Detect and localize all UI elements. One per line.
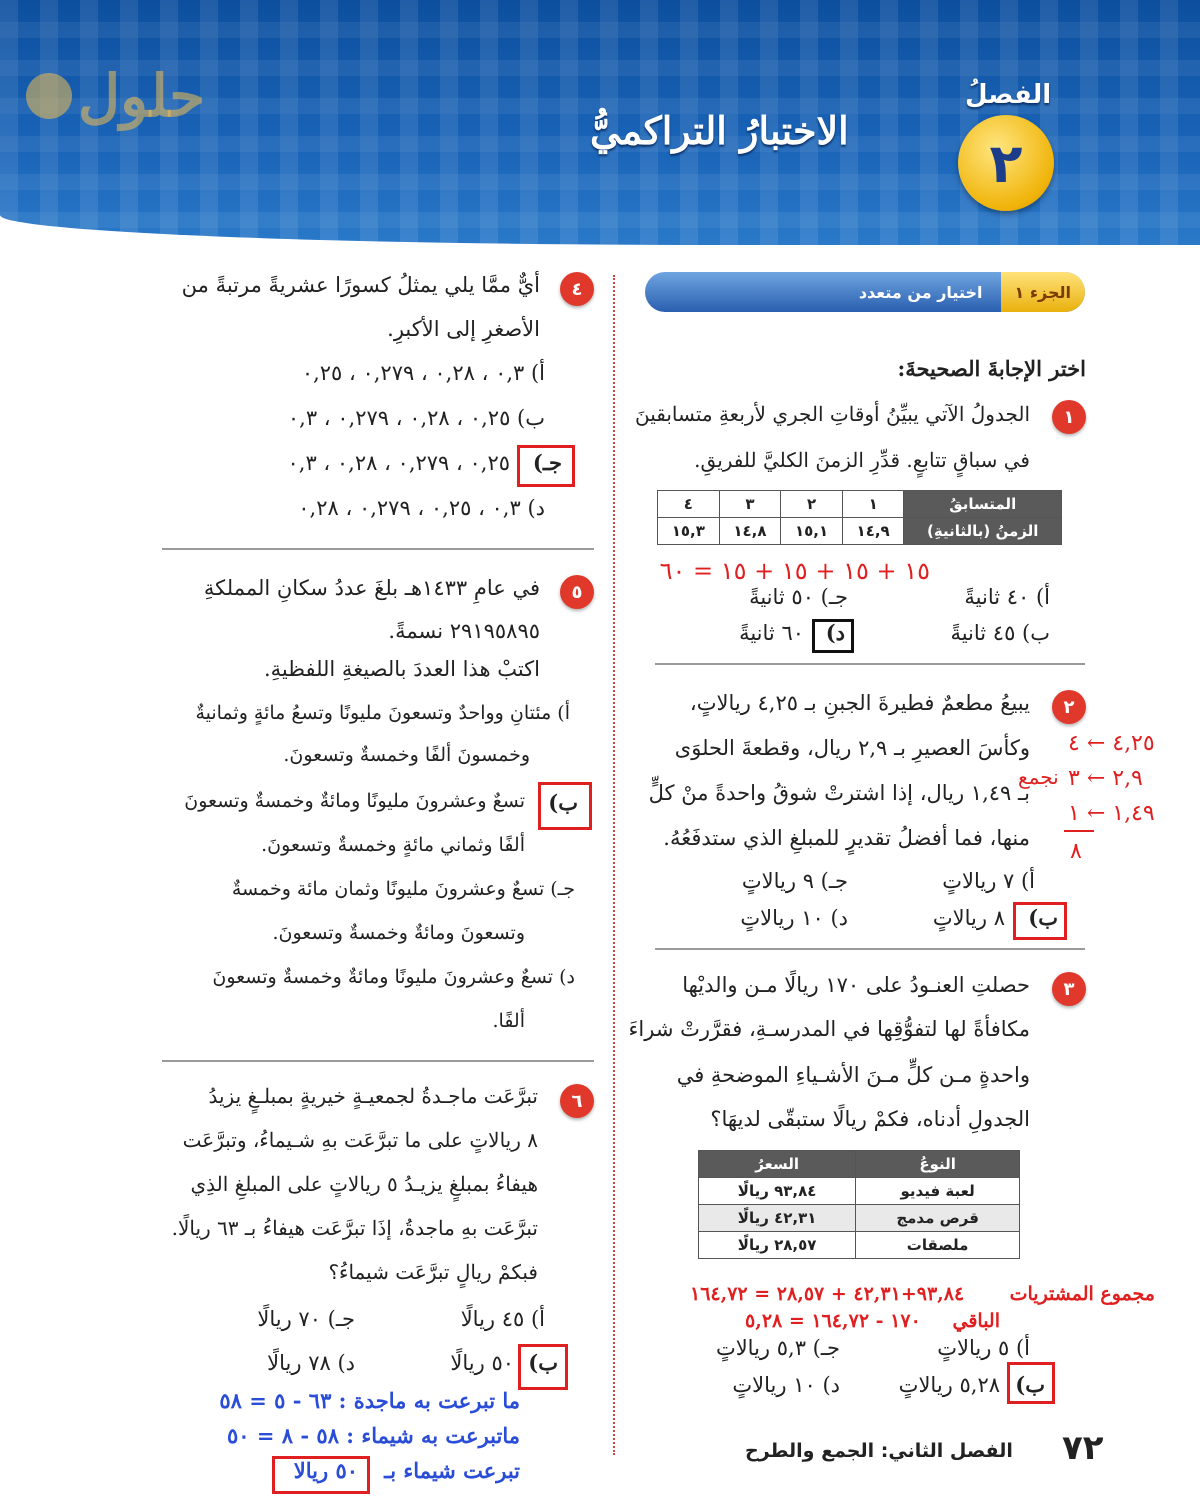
question-number-6: ٦: [560, 1084, 594, 1118]
q6-hw-line-2: ماتبرعت به شيماء : ٥٨ - ٨ = ٥٠: [227, 1423, 520, 1448]
q4-line-1: أيٌّ ممَّا يلي يمثلُ كسورًا عشريةً مرتبةً من: [181, 273, 540, 297]
question-number-3: ٣: [1052, 972, 1086, 1006]
q3-hw-sum-label: مجموع المشتريات: [1009, 1283, 1155, 1305]
q6-option-c[interactable]: جـ) ٧٠ ريالًا: [257, 1307, 355, 1331]
divider: [655, 948, 1085, 950]
watermark-icon: [26, 73, 72, 119]
instruction: اختر الإجابةَ الصحيحةَ:: [897, 356, 1086, 381]
q3-option-a[interactable]: أ) ٥ ريالاتٍ: [937, 1336, 1030, 1360]
q6-line-1: تبرَّعَت ماجـدةُ لجمعيـةٍ خيريةٍ بمبلـغٍ يزيدُ: [208, 1084, 538, 1108]
table-cell: ١٤,٨: [719, 518, 781, 545]
q6-hw-line-3-answer: ٥٠ ريالا: [293, 1458, 358, 1483]
q6-line-2: ٨ ريالاتٍ على ما تبرَّعَت بهِ شـيماءُ، وتبرَّعَت: [182, 1128, 538, 1152]
q3-option-c[interactable]: جـ) ٥,٣ ريالاتٍ: [715, 1336, 840, 1360]
table-cell: ١٥,١: [781, 518, 843, 545]
page-number: ٧٢: [1062, 1428, 1104, 1468]
table-cell: ملصقات: [856, 1232, 1020, 1259]
q5-option-c-line-1[interactable]: جـ) تسعٌ وعشرونَ مليونًا وثمان مائة وخمسةٌ: [231, 878, 575, 900]
q2-option-c[interactable]: جـ) ٩ ريالاتٍ: [741, 869, 848, 893]
table-header: المتسابقُ: [904, 491, 1062, 518]
chapter-number: ٢: [989, 131, 1023, 195]
q1-option-d-label[interactable]: د): [825, 620, 845, 645]
q4-option-c[interactable]: ٠,٢٥ ، ٠,٢٧٩ ، ٠,٢٨ ، ٠,٣: [287, 451, 510, 475]
q3-line-1: حصلتِ العنـودُ على ١٧٠ ريالًا مـن والديْها: [682, 973, 1030, 997]
q6-option-d[interactable]: د) ٧٨ ريالًا: [267, 1351, 355, 1375]
q4-option-a[interactable]: أ) ٠,٣ ، ٠,٢٨ ، ٠,٢٧٩ ، ٠,٢٥: [301, 361, 545, 385]
footer-chapter-title: الفصل الثاني: الجمع والطرح: [745, 1440, 1013, 1462]
q3-option-b[interactable]: ٥,٢٨ ريالاتٍ: [898, 1373, 1000, 1397]
purchases-table: [698, 1150, 1020, 1259]
runners-table: [657, 490, 1062, 545]
q6-option-b[interactable]: ٥٠ ريالًا: [450, 1351, 514, 1375]
divider: [162, 1060, 594, 1062]
q1-option-d[interactable]: ٦٠ ثانيةً: [739, 621, 804, 645]
chapter-number-badge: [958, 115, 1054, 211]
q2-line-1: يبيعُ مطعمٌ فطيرةَ الجبنِ بـ ٤,٢٥ ريالاتٍ،: [689, 691, 1030, 715]
divider: [162, 548, 594, 550]
q2-line-3: بـ ١,٤٩ ريال، إذا اشترتْ شوقُ واحدةً منْ كلٍّ: [648, 781, 1030, 805]
q2-hw-note: نجمع: [1018, 765, 1059, 789]
q4-line-2: الأصغرِ إلى الأكبرِ.: [387, 317, 540, 341]
part-label: اختيار من متعدد: [858, 282, 983, 302]
q2-hw-line: [1064, 830, 1094, 832]
q6-line-3: هيفاءُ بمبلغٍ يزيـدُ ٥ ريالاتٍ على المبلغِ الذِي: [190, 1172, 538, 1196]
q1-line-1: الجدولُ الآتي يبيِّنُ أوقاتِ الجري لأربعةِ متسابقينَ: [634, 402, 1030, 426]
part-bar: [645, 272, 1085, 312]
table-cell: ١٤,٩: [842, 518, 904, 545]
q2-hw-row2: ٢,٩ ← ٣: [1068, 766, 1143, 791]
table-header: السعرُ: [699, 1151, 856, 1178]
q5-option-a-line-1[interactable]: أ) مئتانِ وواحدٌ وتسعونَ مليونًا وتسعُ مائةٍ وثمانيةٌ: [195, 702, 570, 724]
q2-option-b[interactable]: ٨ ريالاتٍ: [932, 906, 1005, 930]
watermark-text: حلول: [78, 62, 206, 130]
q1-option-a[interactable]: أ) ٤٠ ثانيةً: [964, 585, 1050, 609]
q5-option-a-line-2[interactable]: وخمسونَ ألفًا وخمسةٌ وتسعونَ.: [283, 744, 530, 766]
q5-option-d-line-2[interactable]: ألفًا.: [492, 1010, 525, 1032]
table-cell: ٤: [658, 491, 720, 518]
q3-line-2: مكافأةً لها لتفوُّقِها في المدرسـةِ، فقرَّرتْ شراءَ: [628, 1017, 1030, 1041]
q6-option-b-label[interactable]: ب): [528, 1350, 558, 1375]
q4-option-b[interactable]: ب) ٠,٢٥ ، ٠,٢٨ ، ٠,٢٧٩ ، ٠,٣: [287, 406, 545, 430]
question-number-4: ٤: [560, 272, 594, 306]
q5-option-b-label[interactable]: ب): [548, 790, 578, 815]
q1-option-b[interactable]: ب) ٤٥ ثانيةً: [950, 621, 1050, 645]
q3-hw-sum: ٩٣,٨٤+٤٢,٣١ + ٢٨,٥٧ = ١٦٤,٧٢: [690, 1283, 965, 1305]
q2-option-a[interactable]: أ) ٧ ريالاتٍ: [942, 869, 1035, 893]
q6-hw-line-1: ما تبرعت به ماجدة : ٦٣ - ٥ = ٥٨: [219, 1388, 520, 1413]
table-cell: ٢٨,٥٧ ريالًا: [699, 1232, 856, 1259]
question-number-2: ٢: [1052, 690, 1086, 724]
table-cell: ١٥,٣: [658, 518, 720, 545]
q2-option-d[interactable]: د) ١٠ ريالاتٍ: [740, 906, 848, 930]
q6-line-5: فبكمْ ريالٍ تبرَّعَت شيماءُ؟: [328, 1260, 538, 1284]
q6-option-a[interactable]: أ) ٤٥ ريالًا: [460, 1307, 545, 1331]
q5-option-b-line-2[interactable]: ألفًا وثماني مائةٍ وخمسةٌ وتسعونَ.: [261, 834, 525, 856]
q2-line-2: وكأسَ العصيرِ بـ ٢,٩ ريال، وقطعةَ الحلوَى: [674, 736, 1030, 760]
table-cell: لعبة فيديو: [856, 1178, 1020, 1205]
q5-option-d-line-1[interactable]: د) تسعٌ وعشرونَ مليونًا ومائةٌ وخمسةٌ وتسعونَ: [212, 966, 575, 988]
q4-option-d[interactable]: د) ٠,٣ ، ٠,٢٥ ، ٠,٢٧٩ ، ٠,٢٨: [298, 496, 545, 520]
q3-hw-rem-label: الباقي: [952, 1310, 1000, 1332]
q5-option-b-line-1[interactable]: تسعٌ وعشرونَ مليونًا ومائةٌ وخمسةٌ وتسعونَ: [184, 790, 525, 812]
question-number-5: ٥: [560, 575, 594, 609]
q3-line-4: الجدولِ أدناه، فكمْ ريالًا ستبقّى لديهَا؟: [710, 1107, 1030, 1131]
q5-option-c-line-2[interactable]: وتسعونَ ومائةٌ وخمسةٌ وتسعونَ.: [272, 922, 525, 944]
q2-hw-row1: ٤,٢٥ ← ٤: [1068, 731, 1155, 756]
q3-option-b-label[interactable]: ب): [1015, 1372, 1045, 1397]
q2-line-4: منها، فما أفضلُ تقديرٍ للمبلغِ الذي ستدفَعُهُ.: [663, 826, 1030, 850]
page-title: الاختبارُ التراكميُّ: [590, 108, 849, 153]
table-header: النوعُ: [856, 1151, 1020, 1178]
q1-line-2: في سباقٍ تتابعٍ. قدِّرِ الزمنَ الكليَّ للفريقِ.: [694, 448, 1030, 472]
q1-handwriting: ١٥ + ١٥ + ١٥ + ١٥ = ٦٠: [659, 557, 930, 585]
column-divider: [613, 275, 615, 1455]
table-cell: ٣: [719, 491, 781, 518]
q5-line-1: في عامِ ١٤٣٣هـ بلغَ عددُ سكانِ المملكةِ: [203, 576, 540, 600]
q6-hw-line-3-prefix: تبرعت شيماء بـ: [384, 1458, 520, 1483]
q3-hw-rem: ١٧٠ - ١٦٤,٧٢ = ٥,٢٨: [745, 1310, 921, 1332]
q2-hw-total: ٨: [1070, 839, 1082, 864]
q5-line-2: ٢٩١٩٥٨٩٥ نسمةً.: [388, 619, 540, 643]
q2-hw-row3: ١,٤٩ ← ١: [1068, 801, 1155, 826]
table-cell: ١: [842, 491, 904, 518]
q5-line-3: اكتبْ هذا العددَ بالصيغةِ اللفظيةِ.: [263, 657, 540, 681]
chapter-label: الفصلُ: [965, 80, 1052, 110]
table-cell: ٤٢,٣١ ريالًا: [699, 1205, 856, 1232]
table-cell: ٢: [781, 491, 843, 518]
q3-option-d[interactable]: د) ١٠ ريالاتٍ: [732, 1373, 840, 1397]
watermark-logo: [26, 62, 205, 130]
divider: [655, 663, 1085, 665]
q4-option-c-label[interactable]: جـ): [532, 450, 562, 475]
q3-line-3: واحدةٍ مـن كلٍّ مـنَ الأشـياءِ الموضحةِ في: [676, 1063, 1030, 1087]
table-cell: ٩٣,٨٤ ريالًا: [699, 1178, 856, 1205]
q6-line-4: تبرَّعَت بهِ ماجدةُ، إذَا تبرَّعَت هيفاءُ بـ ٦٣ ريالًا.: [171, 1216, 538, 1240]
q1-option-c[interactable]: جـ) ٥٠ ثانيةً: [749, 585, 848, 609]
table-cell: قرص مدمج: [856, 1205, 1020, 1232]
q2-option-b-label[interactable]: ب): [1028, 905, 1058, 930]
table-header: الزمنُ (بالثانيةِ): [904, 518, 1062, 545]
question-number-1: ١: [1052, 400, 1086, 434]
part-tag: الجزء ١: [1001, 272, 1086, 312]
